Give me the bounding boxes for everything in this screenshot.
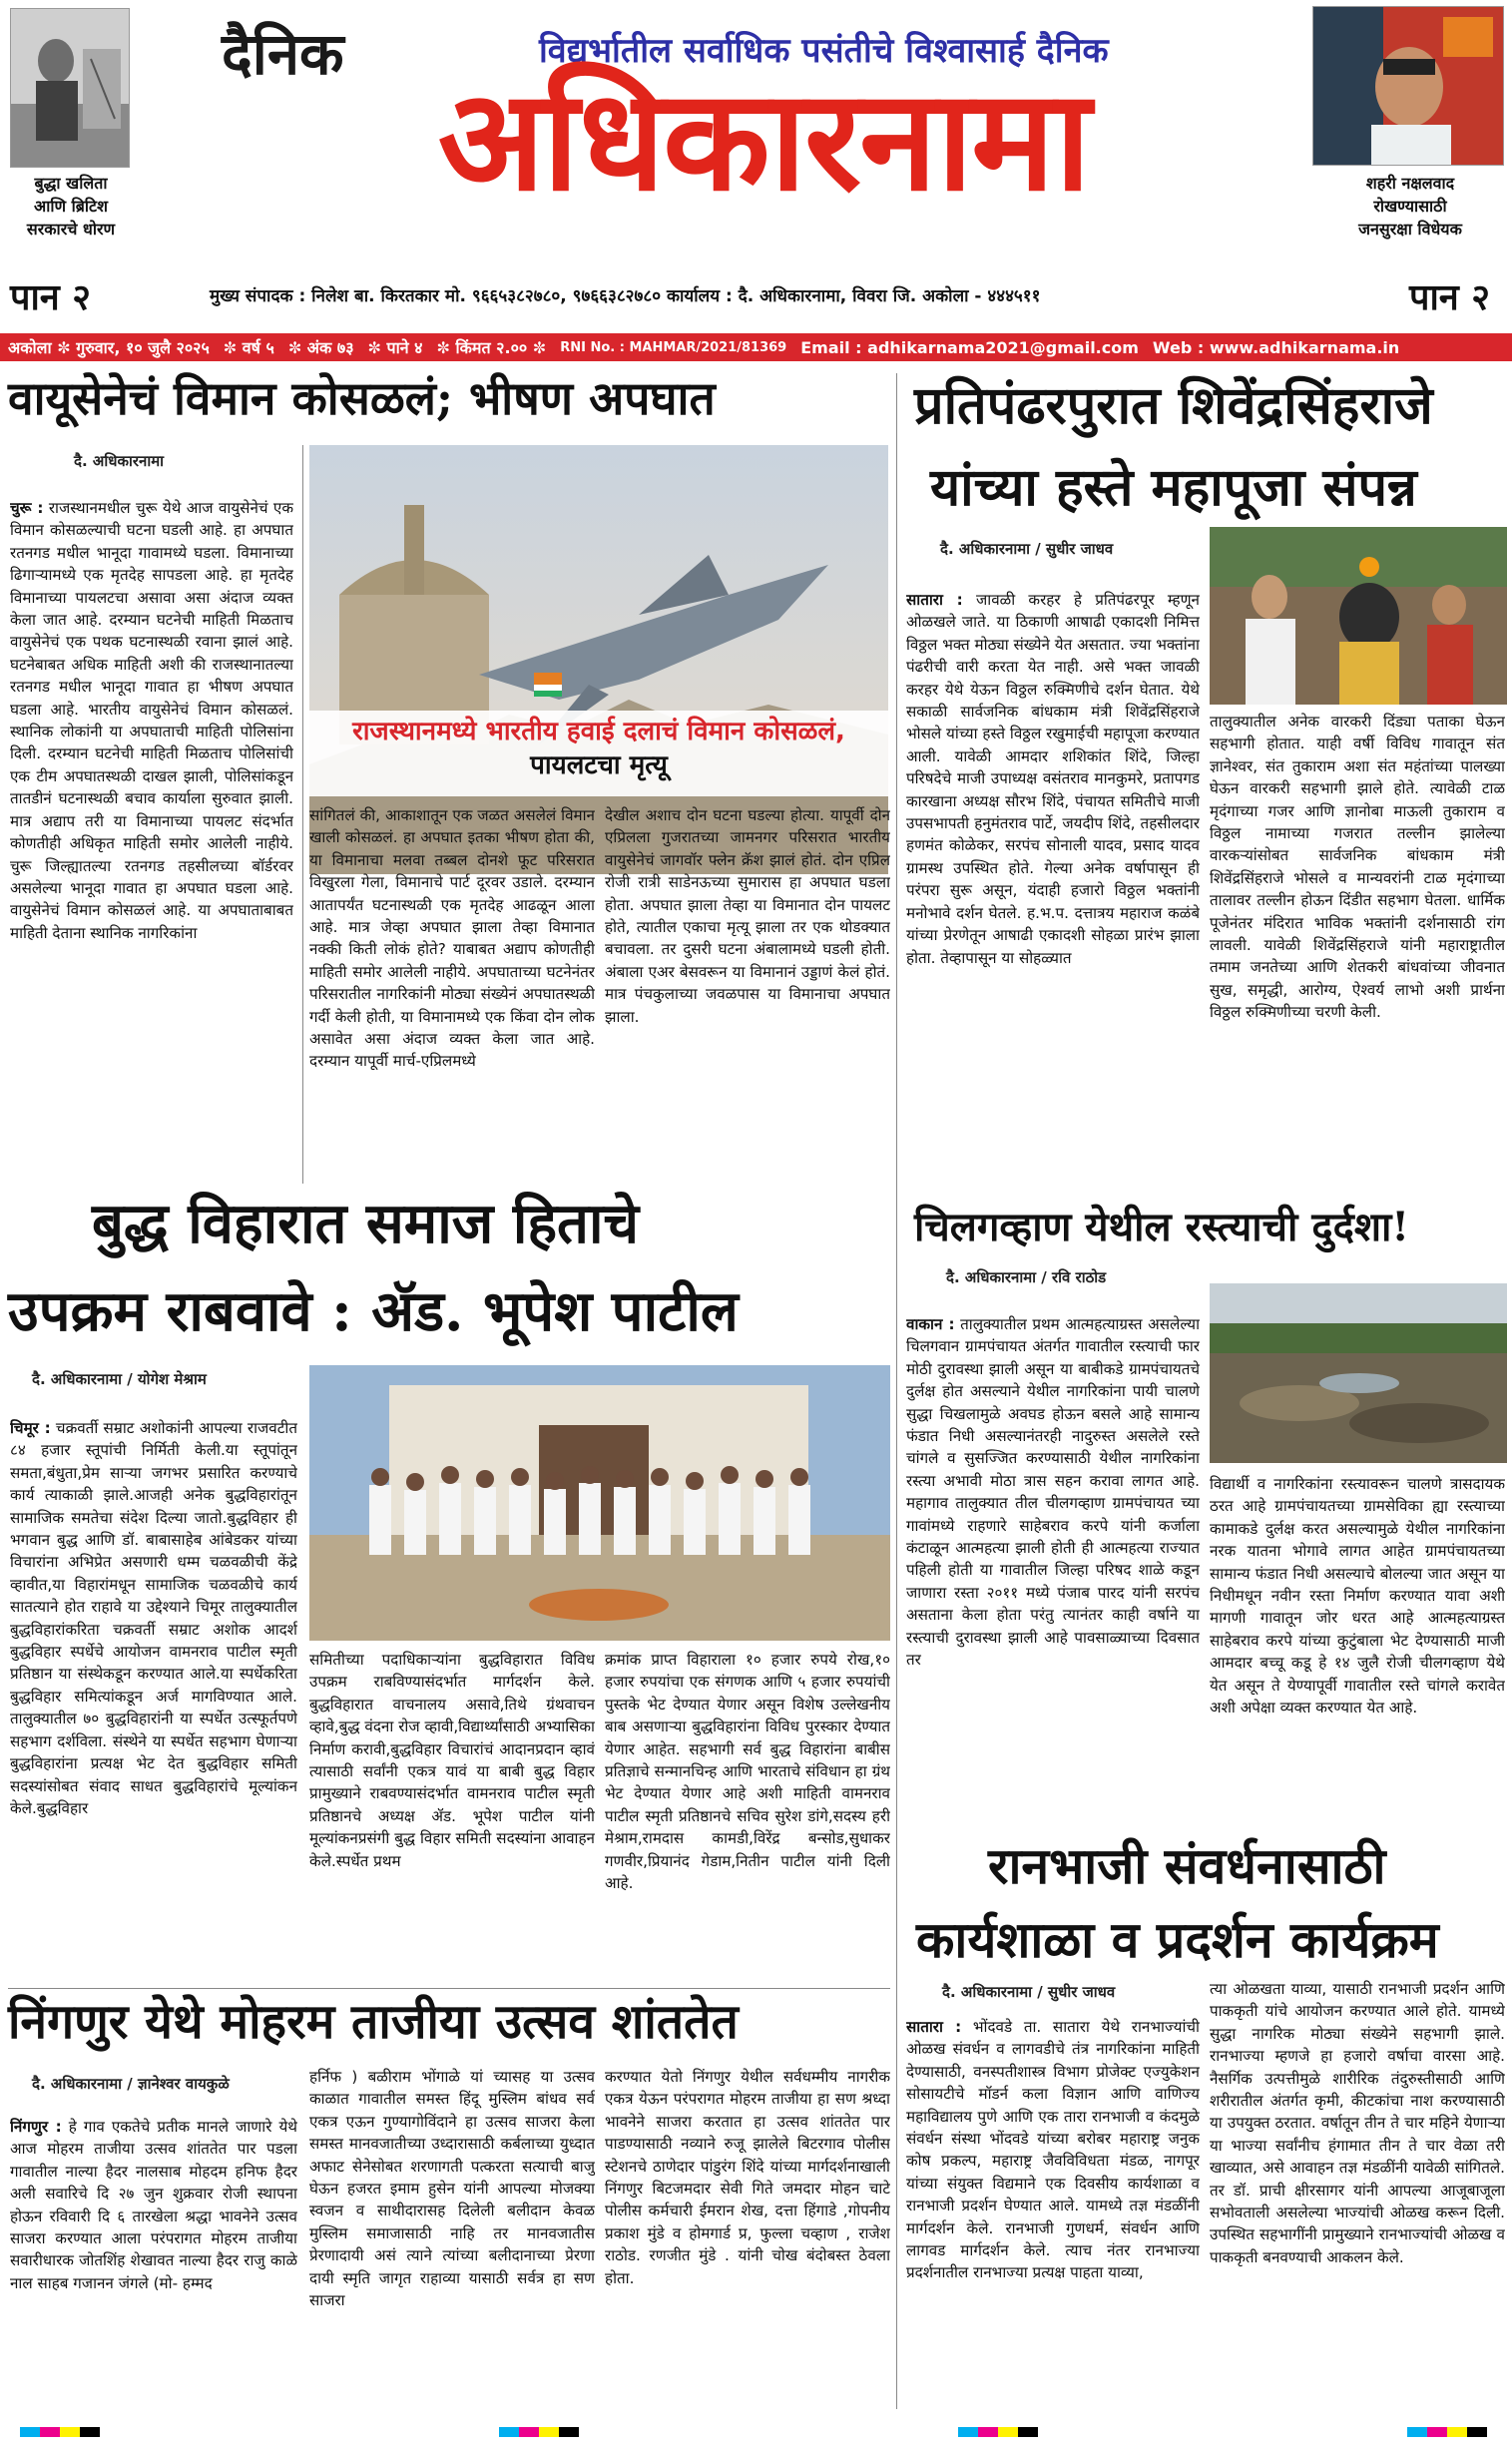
rni-number: RNI No. : MAHMAR/2021/81369	[560, 339, 787, 355]
color-registration-marks-center-left	[499, 2427, 579, 2437]
ningnur-col-2: हर्निफ ) बळीराम भोंगाळे यां च्यासह या उत्सव काळात गावातील समस्त हिंदू मुस्लिम बांधव सर्व एकत्र एऊन गुण्यागोविंदाने हा उत्सव साजरा केला समस्त मानवजातीच्या उध्दारासाठी कर्बलाच्या युध्दात अफाट सेनेसोबत शरणागती पत्करता सत्याची बाजु घेऊन हजरत इमाम हुसेन यांनी आपल्या मोजक्या स्वजन व साथीदारासह दिलेली बलीदान केवळ मुस्लिम समाजासाठी नाहि तर मानवजातीस प्रेरणादायी असं त्याने त्यांच्या बलीदानाच्या प्रेरणा दायी स्मृति जागृत राहाव्या यासाठी सर्वत्र हा सण साजरा	[309, 2068, 595, 2310]
issue-year: ✼ वर्ष ५	[223, 338, 274, 357]
crash-headline[interactable]: वायूसेनेचं विमान कोसळलं; भीषण अपघात	[8, 371, 716, 425]
left-teaser[interactable]	[2, 172, 140, 241]
masthead-dainik: दैनिक	[222, 20, 344, 88]
ningnur-dateline: निंगणुर :	[10, 2118, 62, 2136]
road-headline[interactable]: चिलगव्हाण येथील रस्त्याची दुर्दशा!	[914, 1204, 1409, 1250]
ranbhaji-col-2: त्या ओळखता याव्या, यासाठी रानभाजी प्रदर्शन आणि पाककृती यांचे आयोजन करण्यात आले होते. यामध्ये सुद्धा नागरिक मोठ्या संख्येने सहभागी झाले. रानभाज्या म्हणजे हा हजारो वर्षाचा वारसा आहे. नैसर्गिक उत्पत्तीमुळे शारीरिक तंदुरुस्तीसाठी आणि शरीरातील अंतर्गत कृमी, कीटकांचा नाश करण्यासाठी या उपयुक्त ठरतात. वर्षातून तीन ते चार महिने येणाऱ्या या भाज्या सर्वांनीच हंगामात तीन ते चार वेळा तरी खाव्यात, असे आवाहन तज्ञ मंडळींनी यावेळी सांगितले. तर डॉ. प्राची क्षीरसागर यांनी आपल्या आजूबाजूला सभोवताली असलेल्या भाज्यांची ओळख करून दिली. उपस्थित सहभागींनी प्रामुख्याने रानभाज्यांची ओळख व पाककृती बनवण्याची आकलन केले.	[1210, 1980, 1505, 2266]
right-portrait-photo	[1312, 6, 1504, 166]
crash-col-1	[10, 497, 293, 1176]
right-teaser-line-3: जनसुरक्षा विधेयक	[1358, 220, 1462, 239]
ningnur-headline[interactable]: निंगणुर येथे मोहरम ताजीया उत्सव शांततेत	[8, 1994, 739, 2050]
crash-caption-line-1: राजस्थानमध्ये भारतीय हवाई दलाचं विमान कोसळलं,	[352, 717, 845, 746]
contact-email[interactable]: Email : adhikarnama2021@gmail.com	[800, 337, 1139, 357]
buddha-col-3: क्रमांक प्राप्त विहाराला १० हजार रुपये रोख,१० हजार रुपयांचा एक संगणक आणि ५ हजार रुपयांची पुस्तके भेट देण्यात येणार असून विशेष उल्लेखनीय बाब असणाऱ्या बुद्धविहारांना विविध पुरस्कार देण्यात येणार आहेत. सहभागी सर्व बुद्ध विहारांना बाबीस प्रतिज्ञाचे सन्मानचिन्ह आणि भारताचे संविधान हा ग्रंथ भेट देण्यात येणार आहे अशी माहिती वामनराव पाटील स्मृती प्रतिष्ठानचे सचिव सुरेश डांगे,सदस्य हरी मेश्राम,रामदास कामडी,विरेंद्र बन्सोड,सुधाकर गणवीर,प्रियानंद गेडाम,नितीन पाटील यांनी दिली आहे.	[605, 1651, 890, 1893]
right-teaser[interactable]	[1315, 172, 1505, 241]
buddha-col-1-text: चक्रवर्ती सम्राट अशोकांनी आपल्या राजवटीत ८४ हजार स्तूपांची निर्मिती केली.या स्तूपांतून समता,बंधुता,प्रेम साऱ्या जगभर प्रसारित करण्याचे कार्य त्याकाळी झाले.आजही अनेक बुद्धविहारांतून सामाजिक समतेचा संदेश दिल्या जातो.बुद्धविहार ही भगवान बुद्ध आणि डॉ. बाबासाहेब आंबेडकर यांच्या विचारांना अभिप्रेत असणारी धम्म चळवळीची केंद्रे व्हावीत,या विहारांमधून सामाजिक चळवळीचे कार्य सातत्याने होत राहावे या उद्देश्याने चिमूर तालुक्यातील बुद्धविहारांकरिता चक्रवर्ती सम्राट अशोक आदर्श बुद्धविहार स्पर्धेचे आयोजन वामनराव पाटील स्मृती प्रतिष्ठान या संस्थेकडून करण्यात आले.या स्पर्धेकरिता बुद्धविहार समित्यांकडून अर्ज मागविण्यात आले. तालुक्यातील ७० बुद्धविहारांनी या स्पर्धेत उत्स्फूर्तपणे सहभाग दर्शविला. संस्थेने या स्पर्धेत सहभाग घेणाऱ्या बुद्धविहारांना प्रत्यक्ष भेट देत बुद्धविहार समिती सदस्यांसोबत संवाद साधत बुद्धविहारांचे मूल्यांकन केले.बुद्धविहार	[10, 1419, 297, 1817]
ningnur-col-1	[10, 2116, 297, 2411]
color-registration-marks-right	[1407, 2427, 1487, 2437]
road-byline: दै. अधिकारनामा / रवि राठोड	[946, 1268, 1107, 1286]
ranbhaji-dateline: सातारा :	[906, 2018, 962, 2036]
ningnur-col-1-text: हे गाव एकतेचे प्रतीक मानले जाणारे येथे आज मोहरम ताजीया उत्सव शांततेत पार पडला गावातील नाल्या हैदर नालसाब मोहदम हनिफ हैदर अली सवारिचे दि २७ जुन शुक्रवार रोजी स्थापना होऊन रविवारी दि ६ तारखेला श्रद्धा भावनेने उत्सव साजरा करण्यात आला परंपरागत मोहरम ताजीया सवारीधारक जोतशिंह शेखावत नाल्या हैदर राजु काळे नाल साहब गजानन जंगले (मो- हम्मद	[10, 2118, 297, 2292]
pandharpur-col-2: तालुक्यातील अनेक वारकरी दिंड्या पताका घेऊन सहभागी होतात. याही वर्षी विविध गावातून संत ज्ञानेश्वर, संत तुकाराम अशा संत महंतांच्या पालख्या घेऊन वारकरी सहभागी झाले होते. त्यावेळी टाळ मृदंगाच्या गजर आणि ज्ञानोबा माऊली तुकाराम व विठ्ठल नामाच्या गजरात तल्लीन झालेल्या वारकऱ्यांसोबत सार्वजनिक बांधकाम मंत्री शिवेंद्रसिंहराजे भोसले व मान्यवरांनी टाळ मृदंगाच्या तालावर तल्लीन होऊन दिंडीत सहभाग घेतला. धार्मिक पूजेनंतर मंदिरात भाविक भक्तांनी दर्शनासाठी रांग लावली. यावेळी शिवेंद्रसिंहराजे यांनी महाराष्ट्रातील तमाम जनतेच्या आणि शेतकरी बांधवांच्या जीवनात सुख, समृद्धी, आरोग्य, ऐश्वर्य लाभो अशी प्रार्थना विठ्ठल रुक्मिणीच्या चरणी केली.	[1210, 713, 1505, 1022]
color-registration-marks-center-right	[958, 2427, 1038, 2437]
ningnur-col-3: करण्यात येतो निंगणुर येथील सर्वधम्मीय नागरीक एकत्र येऊन परंपरागत मोहरम ताजीया हा सण श्रध्दा भावनेने साजरा करतात हा उत्सव शांततेत पार पाडण्यासाठी नव्याने रुजू झालेले बिटरगाव पोलीस स्टेशनचे ठाणेदार पांडुरंग शिंदे यांच्या मार्गदर्शनाखाली निंगणुर बिटजमदार सेवी गिते जमदार मोहन चाटे पोलीस कर्मचारी ईमरान शेख, दत्ता हिंगाडे ,गोपनीय प्रकाश मुंडे व होमगार्ड प्र, फुल्ला चव्हाण , राजेश राठोड. रणजीत मुंडे . यांनी चोख बंदोबस्त ठेवला होता.	[605, 2068, 890, 2287]
road-dateline: वाकान :	[906, 1315, 955, 1333]
editor-info: मुख्य संपादक : निलेश बा. किरतकार मो. ९६६५३८२७८०, ९७६६३८२७८० कार्यालय : दै. अधिकारनामा, विवरा जि. अकोला - ४४४५११	[210, 286, 1041, 306]
left-portrait-photo	[10, 8, 130, 168]
crash-caption-line-2: पायलटचा मृत्यू	[530, 750, 668, 780]
issue-info-strip	[0, 333, 1512, 361]
website-link[interactable]: Web : www.adhikarnama.in	[1152, 337, 1400, 357]
buddha-headline-1[interactable]: बुद्ध विहारात समाज हिताचे	[92, 1191, 640, 1256]
pandharpur-photo	[1210, 527, 1507, 705]
crash-byline: दै. अधिकारनामा	[74, 452, 165, 470]
ranbhaji-byline: दै. अधिकारनामा / सुधीर जाधव	[942, 1983, 1116, 2001]
page-number-right: पान २	[1409, 277, 1491, 318]
issue-number: ✼ अंक ७३	[287, 338, 354, 357]
right-teaser-line-1: शहरी नक्षलवाद	[1365, 174, 1455, 193]
crash-col-1-text: राजस्थानमधील चुरू येथे आज वायुसेनेचं एक विमान कोसळल्याची घटना घडली आहे. हा अपघात रतनगड मधील भानूदा गावामध्ये घडला. विमानाच्या ढिगाऱ्यामध्ये एक मृतदेह सापडला आहे. हा मृतदेह विमानाच्या पायलटचा असावा असा अंदाज व्यक्त केला जात आहे. दरम्यान घटनेची माहिती मिळताच वायुसेनेचं एक पथक घटनास्थळी रवाना झालं आहे. घटनेबाबत अधिक माहिती अशी की राजस्थानातल्या रतनगड मधील भानूदा गावात हा भीषण अपघात घडला आहे. भारतीय वायुसेनेचं विमान कोसळलं. स्थानिक लोकांनी या अपघाताची माहिती पोलिसांना दिली. दरम्यान घटनेची माहिती मिळताच पोलिसांची एक टीम अपघातस्थळी दाखल झाली, पोलिसांकडून तातडीनं घटनास्थळी बचाव कार्याला सुरुवात झाली. मात्र अद्याप तरी या विमानाच्या पायलट संदर्भात कोणतीही अधिकृत माहिती समोर आलेली नाहीये. चुरू जिल्ह्यातल्या रतनगड तहसीलच्या बॉर्डरवर असलेल्या भानूदा गावात हा अपघात घडला आहे. वायुसेनेचं विमान कोसळलं आहे. या अपघाताबाबत माहिती देताना स्थानिक नागरिकांना	[10, 499, 293, 942]
color-registration-marks-left	[20, 2427, 100, 2437]
buddha-dateline: चिमूर :	[10, 1419, 51, 1437]
crash-col-3: देखील अशाच दोन घटना घडल्या होत्या. यापूर्वी दोन एप्रिलला गुजरातच्या जामनगर परिसरात भारतीय वायुसेनेचं जागवॉर फ्लेन क्रॅश झालं होतं. दोन एप्रिल रोजी रात्री साडेनऊच्या सुमारास हा अपघात घडला होता. अपघात झाला तेव्हा या विमानात दोन पायलट होते, त्यातील एकाचा मृत्यू झाला तर एक थोडक्यात बचावला. तर दुसरी घटना अंबालामध्ये घडली होती. अंबाला एअर बेसवरून या विमानानं उड्डाणं केलं होतं. मात्र पंचकुलाच्या जवळपास या विमानाचा अपघात झाला.	[605, 806, 890, 1026]
road-col-2: विद्यार्थी व नागरिकांना रस्त्यावरून चालणे त्रासदायक ठरत आहे ग्रामपंचायतच्या ग्रामसेविका ह्या रस्त्याच्या कामाकडे दुर्लक्ष करत असल्यामुळे येथील नागरिकांना नरक यातना भोगावे लागत आहेत ग्रामपंचायतच्या सामान्य फंडात निधी असल्याचे बोलल्या जात असून या निधीमधून नवीन रस्ता निर्माण करण्यात यावा अशी मागणी गावातून जोर धरत आहे आत्महत्याग्रस्त साहेबराव करपे यांच्या कुटुंबाला भेट देण्यासाठी माजी आमदार बच्चू कडू हे १४ जुलै रोजी चीलगव्हाण येथे येत असून ते येण्यापूर्वी गावातील रस्ते चांगले करावेत अशी अपेक्षा व्यक्त करण्यात येत आहे.	[1210, 1475, 1505, 1717]
ranbhaji-headline-1[interactable]: रानभाजी संवर्धनासाठी	[988, 1836, 1386, 1895]
buddha-col-2: समितीच्या पदाधिकाऱ्यांना बुद्धविहारात विविध उपक्रम राबविण्यासंदर्भात मार्गदर्शन केले. बुद्धविहारात वाचनालय असावे,तिथे ग्रंथवाचन व्हावे,बुद्ध वंदना रोज व्हावी,विद्यार्थ्यांसाठी अभ्यासिका निर्माण करावी,बुद्धविहार विचारांचं आदानप्रदान व्हावं त्यासाठी सर्वांनी एकत्र यावं या बाबी बुद्ध विहार प्रामुख्याने राबवण्यासंदर्भात वामनराव पाटील स्मृती प्रतिष्ठानचे अध्यक्ष ॲड. भूपेश पाटील यांनी मूल्यांकनप्रसंगी बुद्ध विहार समिती सदस्यांना आवाहन केले.स्पर्धेत प्रथम	[309, 1651, 595, 1870]
pandharpur-dateline: सातारा :	[906, 591, 963, 609]
buddha-byline: दै. अधिकारनामा / योगेश मेश्राम	[32, 1370, 207, 1388]
masthead-tagline: विद्यर्भातील सर्वाधिक पसंतीचे विश्वासार्ह दैनिक	[539, 31, 1109, 71]
pandharpur-byline: दै. अधिकारनामा / सुधीर जाधव	[940, 540, 1114, 558]
road-col-1-text: तालुक्यातील प्रथम आत्महत्याग्रस्त असलेल्या चिलगवान ग्रामपंचायत अंतर्गत गावातील रस्त्याची फार मोठी दुरावस्था झाली असून या बाबीकडे ग्रामपंचायतचे दुर्लक्ष होत असल्याने येथील नागरिकांना पायी चालणे सुद्धा चिखलामुळे अवघड होऊन बसले आहे सामान्य फंडात निधी असल्यानंतरही नादुरुस्त असलेले रस्ते चांगले व सुसज्जित करण्यासाठी येथील नागरिकांना रस्त्या अभावी मोठा त्रास सहन करावा लागत आहे. महागाव तालुक्यात तील चीलगव्हाण ग्रामपंचायत च्या गावांमध्ये राहणारे साहेबराव करपे यांनी कर्जाला कंटाळून आत्महत्या झाली होती ही आत्महत्या राज्यात पहिली होती या गावातील जिल्हा परिषद शाळे कडून जाणारा रस्ता २०११ मध्ये पंजाब पारद यांनी सरपंच असताना केला होता परंतु त्यानंतर काही वर्षाने या रस्त्याची दुरावस्था झाली आहे पावसाळ्याच्या दिवसात तर	[906, 1315, 1200, 1670]
masthead-brand[interactable]: अधिकारनामा	[437, 60, 1090, 223]
section-rule	[8, 1988, 890, 1989]
ningnur-byline: दै. अधिकारनामा / ज्ञानेश्वर वायकुळे	[32, 2075, 230, 2093]
left-teaser-line-1: बुद्धा खलिता	[34, 174, 108, 193]
crash-dateline: चुरू :	[10, 499, 44, 517]
pandharpur-headline-2[interactable]: यांच्या हस्ते महापूजा संपन्न	[930, 457, 1417, 518]
crash-photo-caption	[309, 711, 888, 796]
ranbhaji-col-1-text: भोंदवडे ता. सातारा येथे रानभाज्यांची ओळख संवर्धन व लागवडीचे तंत्र नागरिकांना माहिती देण्यासाठी, वनस्पतीशास्त्र विभाग प्रोजेक्ट एज्युकेशन सोसायटीचे मॉडर्न कला विज्ञान आणि वाणिज्य महाविद्यालय पुणे आणि एक तारा रानभाजी व कंदमुळे संवर्धन संस्था भोंदवडे यांच्या बरोबर महाराष्ट्र जनुक कोष प्रकल्प, महाराष्ट्र जैवविविधता मंडळ, नागपूर यांच्या संयुक्त विद्यमाने एक दिवसीय कार्यशाळा व रानभाजी प्रदर्शन घेण्यात आले. यामध्ये तज्ञ मंडळींनी मार्गदर्शन केले. रानभाजी गुणधर्म, संवर्धन आणि लागवड मार्गदर्शन केले. त्याच नंतर रानभाज्या प्रदर्शनातील रानभाज्या प्रत्यक्ष पाहता याव्या,	[906, 2018, 1200, 2282]
ranbhaji-col-1	[906, 2016, 1200, 2411]
issue-price: ✼ किंमत २.०० ✼	[436, 338, 547, 357]
road-photo	[1210, 1283, 1507, 1463]
pandharpur-headline-1[interactable]: प्रतिपंढरपुरात शिवेंद्रसिंहराजे	[914, 375, 1433, 436]
buddha-col-1	[10, 1417, 297, 1976]
pandharpur-col-1	[906, 589, 1200, 1198]
left-teaser-line-3: सरकारचे धोरण	[26, 220, 116, 239]
issue-date: अकोला ✼ गुरुवार, १० जुलै २०२५	[8, 338, 210, 357]
right-teaser-line-2: रोखण्यासाठी	[1373, 197, 1447, 216]
ranbhaji-headline-2[interactable]: कार्यशाळा व प्रदर्शन कार्यक्रम	[916, 1910, 1439, 1969]
crash-col-2: सांगितलं की, आकाशातून एक जळत असलेलं विमान खाली कोसळलं. हा अपघात इतका भीषण होता की, या विमानाचा मलवा तब्बल दोनशे फूट परिसरात विखुरला गेला, विमानाचे पार्ट दूरवर उडाले. दरम्यान आतापर्यंत घटनास्थळी एक मृतदेह आढळून आला आहे. मात्र जेव्हा अपघात झाला तेव्हा विमानात नक्की किती लोकं होते? याबाबत अद्याप कोणतीही माहिती समोर आलेली नाहीये. अपघाताच्या घटनेनंतर परिसरातील नागरिकांनी मोठ्या संख्येनं अपघातस्थळी गर्दी केली होती, या विमानामध्ये एक किंवा दोन लोक असावेत असा अंदाज व्यक्त केला जात आहे. दरम्यान यापूर्वी मार्च-एप्रिलमध्ये	[309, 806, 595, 1071]
issue-pages: ✼ पाने ४	[367, 338, 423, 357]
buddha-group-photo	[309, 1365, 890, 1641]
page-number-left: पान २	[10, 277, 92, 318]
buddha-headline-2[interactable]: उपक्रम राबवावे : ॲड. भूपेश पाटील	[8, 1278, 739, 1344]
pandharpur-col-1-text: जावळी करहर हे प्रतिपंढरपूर म्हणून ओळखले जाते. या ठिकाणी आषाढी एकादशी निमित्त विठ्ठल भक्त मोठ्या संख्येने येत असतात. ज्या भक्तांना पंढरीची वारी करता येत नाही. असे भक्त जावळी करहर येथे येऊन विठ्ठल रुक्मिणीचे दर्शन घेतात. येथे सकाळी सार्वजनिक बांधकाम मंत्री शिवेंद्रसिंहराजे भोसले यांच्या हस्ते विठ्ठल रखुमाईची महापूजा करण्यात आली. यावेळी आमदार शशिकांत शिंदे, जिल्हा परिषदेचे माजी उपाध्यक्ष वसंतराव मानकुमरे, प्रतापगड कारखाना अध्यक्ष सौरभ शिंदे, पंचायत समितीचे माजी उपसभापती हनुमंतराव पार्टे, जयदीप शिंदे, तहसीलदार हणमंत कोळेकर, सरपंच सोनाली यादव, प्रसाद यादव ग्रामस्थ उपस्थित होते. गेल्या अनेक वर्षापासून ही परंपरा सुरू असून, यंदाही हजारो विठ्ठल भक्तांनी मनोभावे दर्शन घेतले. ह.भ.प. दत्तात्रय महाराज कळंबे यांच्या प्रेरणेतून आषाढी एकादशी सोहळा प्रारंभ झाला होता. तेव्हापासून या सोहळ्यात	[906, 591, 1200, 967]
main-column-rule	[896, 373, 897, 2409]
road-col-1	[906, 1313, 1200, 1832]
column-rule	[302, 445, 303, 1184]
left-teaser-line-2: आणि ब्रिटिश	[33, 197, 108, 216]
